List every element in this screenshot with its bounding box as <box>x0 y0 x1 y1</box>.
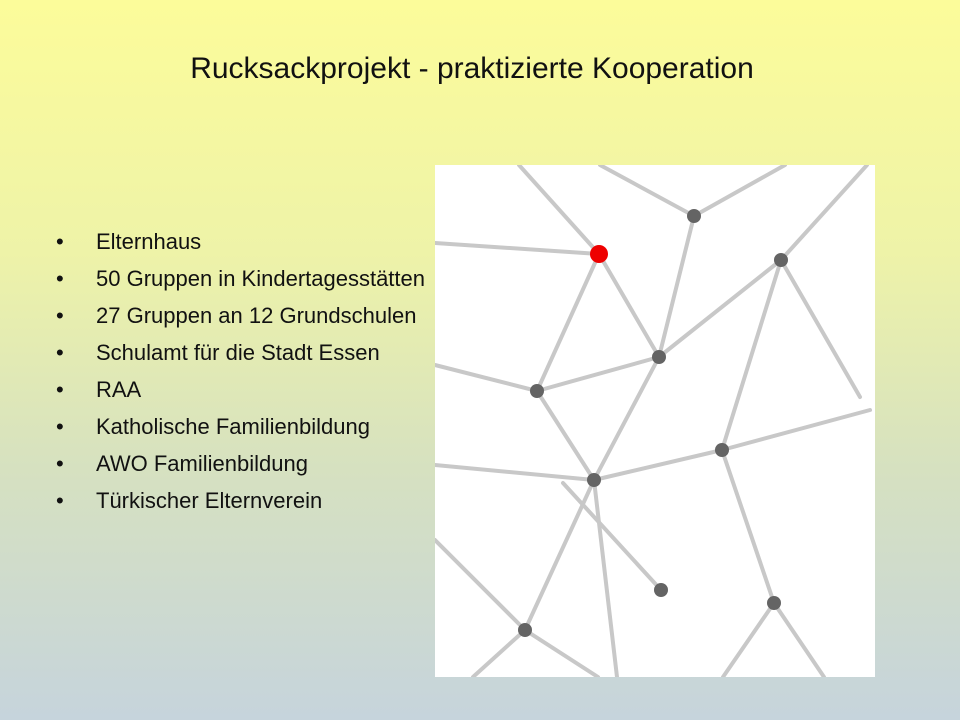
network-edge <box>659 260 781 357</box>
bullet-item <box>56 452 426 476</box>
network-node <box>654 583 668 597</box>
network-edge <box>563 483 661 590</box>
bullet-text: RAA <box>96 377 142 402</box>
network-node <box>518 623 532 637</box>
network-edge <box>722 260 781 450</box>
network-edge <box>722 410 870 450</box>
bullet-text: Schulamt für die Stadt Essen <box>96 340 380 365</box>
bullet-dot: • <box>56 303 64 328</box>
network-node <box>530 384 544 398</box>
network-diagram <box>435 165 875 677</box>
network-node <box>767 596 781 610</box>
bullet-item <box>56 267 426 291</box>
network-node <box>652 350 666 364</box>
network-edge <box>435 243 599 254</box>
network-edge <box>435 365 537 391</box>
bullet-dot: • <box>56 451 64 476</box>
network-svg <box>435 165 875 677</box>
network-edge <box>781 165 867 260</box>
network-edge <box>473 630 525 677</box>
network-node <box>587 473 601 487</box>
network-edge <box>594 480 617 677</box>
network-node <box>687 209 701 223</box>
bullet-text: Elternhaus <box>96 229 202 254</box>
network-edge <box>537 391 594 480</box>
network-edge <box>519 165 599 254</box>
bullet-item <box>56 378 426 402</box>
network-edge <box>594 357 659 480</box>
bullet-text: 27 Gruppen an 12 Grundschulen <box>96 303 417 328</box>
bullet-dot: • <box>56 340 64 365</box>
network-node <box>715 443 729 457</box>
bullet-text: Katholische Familienbildung <box>96 414 370 439</box>
network-edge <box>781 260 860 397</box>
network-edge <box>723 603 774 677</box>
network-edge <box>774 603 824 677</box>
bullet-dot: • <box>56 266 64 291</box>
network-edge <box>599 254 659 357</box>
bullet-text: Türkischer Elternverein <box>96 488 323 513</box>
network-edge <box>525 630 598 677</box>
network-edge <box>537 254 599 391</box>
bullet-item <box>56 230 426 254</box>
bullet-dot: • <box>56 488 64 513</box>
slide-title: Rucksackprojekt - praktizierte Kooperation <box>190 52 754 85</box>
network-edge <box>435 465 594 480</box>
bullet-text: 50 Gruppen in Kindertagesstätten <box>96 266 426 291</box>
bullet-item <box>56 489 426 513</box>
network-node <box>774 253 788 267</box>
network-node-highlighted <box>590 245 608 263</box>
bullet-dot: • <box>56 377 64 402</box>
network-edge <box>600 165 694 216</box>
bullet-text: AWO Familienbildung <box>96 451 308 476</box>
network-edge <box>537 357 659 391</box>
network-edge <box>694 165 785 216</box>
network-edge <box>722 450 774 603</box>
bullet-list <box>56 230 426 526</box>
network-edge <box>525 480 594 630</box>
bullet-dot: • <box>56 229 64 254</box>
network-edge <box>594 450 722 480</box>
bullet-item <box>56 304 426 328</box>
network-edge <box>435 540 525 630</box>
bullet-item <box>56 415 426 439</box>
bullet-item <box>56 341 426 365</box>
bullet-dot: • <box>56 414 64 439</box>
